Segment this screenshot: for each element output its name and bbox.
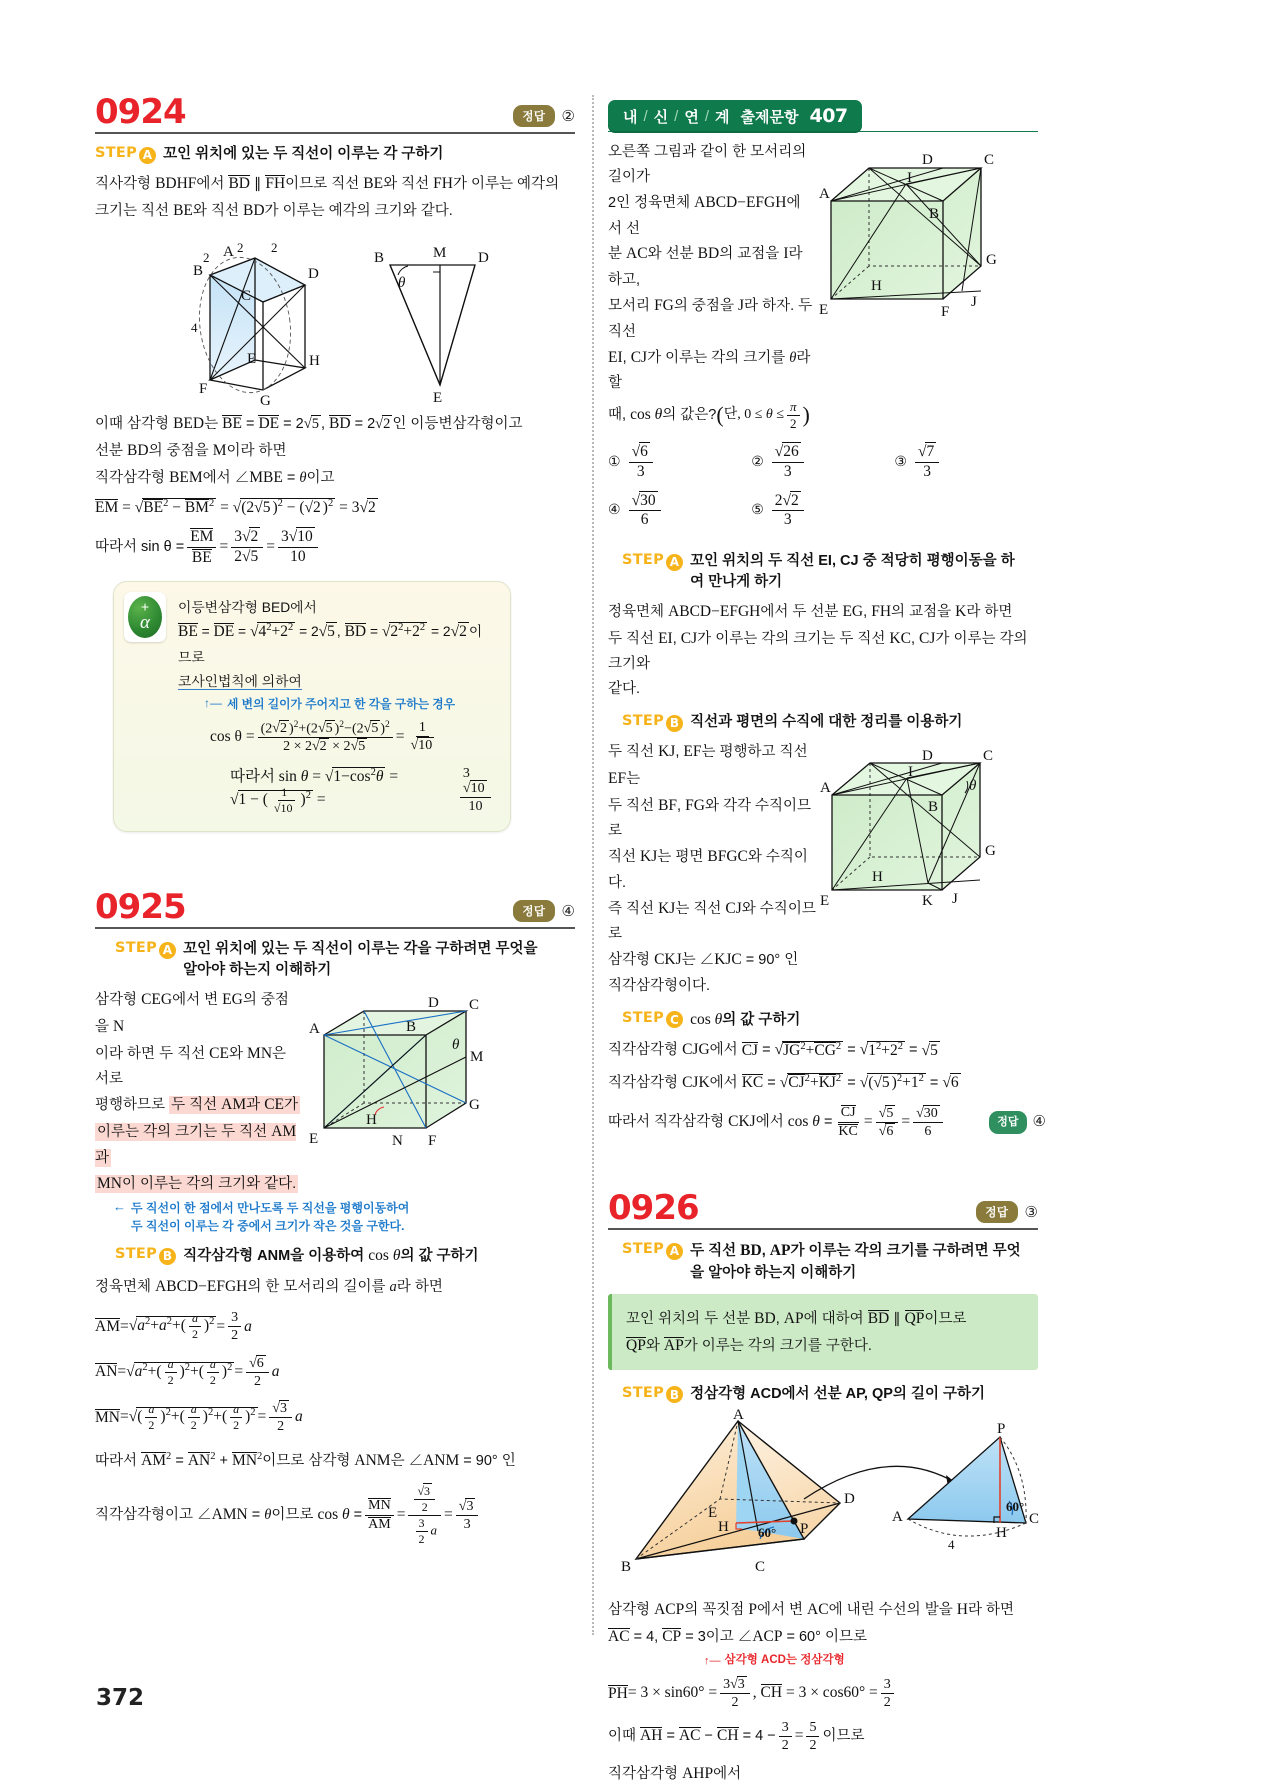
fig-label-B: B bbox=[929, 206, 940, 222]
fig-dim-4: 4 bbox=[191, 320, 198, 336]
problem-number: 0926 bbox=[608, 1188, 699, 1229]
fig2-label-A: A bbox=[892, 1508, 903, 1525]
body-line: 모서리 FG의 중점을 J라 하자. 두 직선 bbox=[608, 297, 813, 340]
step-letter: B bbox=[159, 1248, 176, 1265]
naesin-stepc-body bbox=[608, 1037, 1046, 1139]
body-line: 이때 삼각형 BED는 BE = DE = 2√5 , BD = 2√2 인 이등변삼각형이고 bbox=[95, 415, 523, 433]
plus-alpha-icon bbox=[124, 592, 166, 642]
fig-dim-2c: 2 bbox=[271, 240, 278, 256]
choice-den: 3 bbox=[636, 462, 645, 480]
alpha-badge bbox=[128, 596, 162, 638]
step-label: STEP A bbox=[622, 551, 683, 571]
fig-label-G: G bbox=[985, 843, 996, 860]
formula-an: AN = $√a^2+$( $\frac{a}{2}$ )$^2$+( $\frac{a}{2}$ )$^2$ = $\frac{√6}{2}$ a bbox=[95, 1355, 280, 1389]
step-a-0926 bbox=[608, 1240, 1038, 1283]
header-rule bbox=[608, 1228, 1038, 1230]
formula-ph: PH = 3 × sin60° = $\frac{3√3}{2}$ , CH = 3 × cos60° = $\frac{3}{2}$ bbox=[608, 1677, 1038, 1710]
formula-mn: MN = √( $\frac{a}{2}$ )$^2$+( $\frac{a}{2}$ )$^2$+( $\frac{a}{2}$ )$^2$ = $\frac{√3}{2}$ a bbox=[95, 1400, 303, 1434]
step-c-naesin bbox=[608, 1009, 1038, 1031]
step-title: 꼬인 위치의 두 직선 EI, CJ 중 적당히 평행이동을 하여 만나게 하기 bbox=[690, 553, 1015, 591]
body-line: 직각삼각형 CJK에서 KC = $√CJ^2+KJ^2 = √(√5$ )$^2+1^2 = √6$ bbox=[608, 1073, 959, 1092]
fig-label-A: A bbox=[223, 244, 234, 261]
problem-body-0926 bbox=[608, 1597, 1038, 1788]
answer-value: ③ bbox=[1024, 1204, 1038, 1222]
answer-badge bbox=[513, 900, 575, 922]
cos-prefix: cos θ = bbox=[210, 727, 255, 745]
step-label: STEP A bbox=[95, 144, 156, 164]
body-line: AC = 4, CP = 3이고 ∠ACP = 60° 이므로 bbox=[608, 1627, 867, 1645]
body-with-figure-0925 bbox=[95, 987, 575, 1197]
body-line: MN이 이루는 각의 크기와 같다. bbox=[97, 1174, 297, 1192]
step-letter: A bbox=[159, 942, 176, 959]
naesin-body bbox=[608, 140, 1038, 434]
choice-den: 3 bbox=[783, 462, 792, 480]
body-line: EI, CJ가 이루는 각의 크기를 θ라 할 bbox=[608, 348, 811, 392]
red-note-text: 삼각형 ACD는 정삼각형 bbox=[724, 1654, 845, 1667]
answer-pill-label: 정답 bbox=[513, 105, 554, 127]
fig2-dim-4: 4 bbox=[948, 1536, 955, 1552]
step-label: STEP A bbox=[115, 939, 176, 959]
body-line: 오른쪽 그림과 같이 한 모서리의 길이가 bbox=[608, 144, 807, 185]
note-line: 두 직선이 이루는 각 중에서 크기가 작은 것을 구한다. bbox=[131, 1219, 405, 1234]
callout-arrow-icon: ↑— bbox=[204, 696, 222, 711]
body-line: 선분 BD의 중점을 M이라 하면 bbox=[95, 441, 287, 459]
fig-label-F: F bbox=[199, 381, 208, 398]
red-note-0926 bbox=[704, 1651, 1038, 1671]
green-line-1: 꼬인 위치의 두 선분 BD, AP에 대하여 BD ∥ QP이므로 bbox=[626, 1309, 967, 1327]
formula-em: EM = $√BE^2 - BM^2 = √(2√5$ )$^2$ − (√2 )$^2$ = 3√2 bbox=[95, 498, 376, 517]
banner-code: 407 bbox=[809, 105, 848, 127]
fig-label-D: D bbox=[922, 748, 933, 765]
answer-choices bbox=[608, 444, 1038, 541]
callout-text: 세 변의 길이가 주어지고 한 각을 구하는 경우 bbox=[227, 696, 456, 711]
step-label: STEP B bbox=[622, 712, 683, 732]
choice-number: ① bbox=[608, 454, 621, 470]
body-line: 정육면체 ABCD−EFGH에서 두 선분 EG, FH의 교점을 K라 하면 bbox=[608, 603, 1013, 621]
fig-label-B2: B bbox=[374, 250, 385, 267]
choice-den: 6 bbox=[640, 511, 649, 529]
fig2-label-H: H bbox=[996, 1524, 1007, 1541]
conclusion-line-1: 따라서 $AM^2 = AN^2 + MN^2$이므로 삼각형 ANM은 ∠ANM = 90° 인 bbox=[95, 1450, 516, 1470]
body-line: 정육면체 ABCD−EFGH의 한 모서리의 길이를 a라 하면 bbox=[95, 1277, 443, 1295]
step-a-0925 bbox=[95, 939, 575, 981]
blue-note-0925 bbox=[113, 1199, 575, 1235]
fig2-label-C: C bbox=[1029, 1510, 1040, 1527]
fig-label-G: G bbox=[260, 393, 271, 410]
fig-label-theta: θ bbox=[398, 275, 406, 292]
step-label: STEP B bbox=[622, 1384, 683, 1404]
body-line-last: 직각삼각형 AHP에서 bbox=[608, 1765, 742, 1783]
step-label: STEP B bbox=[115, 1245, 176, 1265]
alpha-symbol: α bbox=[140, 611, 150, 633]
body-line: 평행하므로 두 직선 AM과 CE가 bbox=[95, 1096, 299, 1114]
body-line: 두 직선 BF, FG와 각각 수직이므로 bbox=[608, 796, 812, 840]
choice-3[interactable]: ③ $\frac{√7}{3}$ bbox=[894, 444, 1037, 480]
fig-label-D: D bbox=[922, 152, 933, 168]
fig-dim-2b: 2 bbox=[237, 240, 244, 256]
fig-label-P: P bbox=[800, 1520, 809, 1537]
alpha-cos-formula: cos θ = $\frac{(2√2 )^2+(2√5 )^2-(2√5 )^2}{2 \times 2√2 \times 2√5}$ = $\frac{1}{√10}$ bbox=[210, 719, 433, 755]
body-line: 직각삼각형 BEM에서 ∠MBE = θ이고 bbox=[95, 468, 335, 486]
fig-label-K: K bbox=[922, 893, 933, 910]
formula-am: AM = $√a^2+a^2+$( $\frac{a}{2}$ )$^2$ = $\frac{3}{2}$ a bbox=[95, 1310, 252, 1344]
fig-label-C: C bbox=[469, 997, 480, 1014]
step-a-0924 bbox=[95, 144, 575, 165]
problem-number: 0924 bbox=[95, 92, 186, 132]
choice-den: 3 bbox=[783, 511, 792, 529]
banner-slash: / bbox=[643, 107, 648, 125]
step-letter: B bbox=[666, 1386, 683, 1403]
banner-slash: / bbox=[674, 107, 679, 125]
fig-label-theta: θ bbox=[452, 1037, 460, 1054]
body-line: 이루는 각의 크기는 두 직선 AM과 bbox=[95, 1122, 297, 1166]
alpha-line-2: BE = DE = $√4^2+2^2 = 2√5$ , BD = $√2^2+2^2 = 2√2$ 이므로 bbox=[178, 622, 483, 666]
formula-sin-prefix: 따라서 sin θ = bbox=[95, 538, 185, 555]
cosine-law-text: 코사인법칙에 의하여 bbox=[178, 673, 302, 689]
left-column bbox=[95, 92, 575, 1546]
answer-pill-label: 정답 bbox=[976, 1201, 1017, 1223]
fig-label-F: F bbox=[941, 304, 950, 320]
fig2-angle-60: 60° bbox=[1006, 1498, 1025, 1514]
step-a-naesin bbox=[608, 551, 1038, 593]
fig-label-H: H bbox=[872, 869, 883, 886]
fig-label-H: H bbox=[718, 1518, 729, 1535]
body-line: 크기는 직선 BE와 직선 BD가 이루는 예각의 크기와 같다. bbox=[95, 201, 453, 219]
body-line: 직각삼각형 CJG에서 CJ = $√JG^2+CG^2 = √1^2+2^2 = √5$ bbox=[608, 1040, 938, 1059]
problem-header-0925 bbox=[95, 887, 575, 929]
problem-header-0924 bbox=[95, 92, 575, 134]
header-rule bbox=[95, 132, 575, 134]
fig-label-C: C bbox=[983, 748, 994, 765]
conclusion-line-2: 직각삼각형이고 ∠AMN = θ이므로 cos θ = $\frac{MN}{AM}$ = $\frac{√3}{2}$ $\frac{3}{2}$ a = $\frac{√3}{3}$ bbox=[95, 1485, 575, 1546]
banner-part-0: 내 bbox=[623, 108, 638, 126]
fig-label-theta: θ bbox=[969, 778, 977, 795]
after-figure-0924 bbox=[95, 411, 575, 566]
naesin-answer-pill: 정답 bbox=[989, 1111, 1026, 1134]
choice-2[interactable]: ② $\frac{√26}{3}$ bbox=[751, 444, 894, 480]
plus-alpha-box bbox=[113, 581, 511, 833]
body-line: 직각삼각형이다. bbox=[608, 978, 711, 994]
fig-label-H: H bbox=[309, 353, 320, 370]
problem-body-0924 bbox=[95, 171, 575, 224]
body-line: 분 AC와 선분 BD의 교점을 I라 하고, bbox=[608, 245, 803, 289]
fig-label-H: H bbox=[871, 278, 882, 294]
figure-0924 bbox=[95, 230, 575, 410]
figure-naesin-cube bbox=[821, 146, 1021, 428]
step-title: 꼬인 위치에 있는 두 직선이 이루는 각 구하기 bbox=[163, 146, 444, 162]
step-title: 정삼각형 ACD에서 선분 AP, QP의 길이 구하기 bbox=[690, 1385, 986, 1402]
page-number: 372 bbox=[96, 1685, 145, 1711]
fig-label-C: C bbox=[241, 288, 252, 305]
step-title: 직선과 평면의 수직에 대한 정리를 이용하기 bbox=[690, 714, 963, 731]
fig2-label-P: P bbox=[997, 1420, 1006, 1437]
figure-naesin-cube2 bbox=[820, 745, 1019, 993]
step-letter: A bbox=[666, 554, 683, 571]
step-label: STEP C bbox=[622, 1009, 683, 1029]
body-line: 같다. bbox=[608, 681, 641, 698]
step-letter: B bbox=[666, 715, 683, 732]
green-highlight-box-0926 bbox=[608, 1294, 1038, 1370]
answer-value: ② bbox=[561, 107, 575, 125]
banner-part-3: 계 bbox=[715, 108, 730, 126]
fig-label-D: D bbox=[308, 266, 319, 283]
naesin-answer-value: ④ bbox=[1032, 1113, 1046, 1131]
step-title: 두 직선 BD, AP가 이루는 각의 크기를 구하려면 무엇을 알아야 하는지 이해하기 bbox=[690, 1242, 1021, 1281]
choice-number: ⑤ bbox=[751, 503, 764, 519]
fig-label-B: B bbox=[928, 799, 939, 816]
naesin-stepa-body bbox=[608, 599, 1038, 702]
body-line: 직사각형 BDHF에서 BD ∥ FH이므로 직선 BE와 직선 FH가 이루는 예각의 bbox=[95, 175, 560, 193]
body-line: 때, cos θ의 값은? ( 단, 0 ≤ θ ≤ $\frac{\pi}{2}$ ) bbox=[608, 398, 810, 431]
left-arrow-icon: ← bbox=[113, 1199, 126, 1215]
fig-label-D: D bbox=[844, 1490, 855, 1507]
naesin-final-line: 따라서 직각삼각형 CKJ에서 cos θ = $\frac{CJ}{KC}$ = $\frac{√5}{√6}$ = $\frac{√30}{6}$ 정답 ④ bbox=[608, 1105, 1046, 1139]
banner-part-1: 신 bbox=[653, 108, 669, 126]
alpha-line-3 bbox=[178, 670, 494, 694]
fig-label-A: A bbox=[733, 1406, 744, 1423]
banner-slash: / bbox=[704, 107, 710, 125]
step-title: 꼬인 위치에 있는 두 직선이 이루는 각을 구하려면 무엇을 알아야 하는지 이해하기 bbox=[183, 941, 538, 979]
naesin-section bbox=[608, 100, 1038, 132]
blue-note-text bbox=[131, 1199, 409, 1235]
fig-label-C: C bbox=[984, 152, 995, 168]
naesin-stepb-body bbox=[608, 739, 1038, 999]
body-line: 두 직선 KJ, EF는 평행하고 직선 EF는 bbox=[608, 743, 808, 787]
fig-label-B: B bbox=[193, 263, 204, 280]
fig-label-E: E bbox=[819, 302, 829, 318]
fig-label-E: E bbox=[247, 351, 257, 368]
step-letter: A bbox=[139, 147, 156, 164]
fig-label-N: N bbox=[392, 1133, 403, 1150]
choice-den: 3 bbox=[923, 462, 931, 480]
choice-number: ③ bbox=[894, 454, 907, 470]
fig-label-H: H bbox=[366, 1112, 377, 1129]
fig-label-D: D bbox=[428, 995, 439, 1012]
body-line: 직선 KJ는 평면 BFGC와 수직이다. bbox=[608, 848, 808, 891]
naesin-problem-text bbox=[608, 140, 813, 434]
fig-label-J: J bbox=[971, 294, 977, 310]
note-line: 두 직선이 한 점에서 만나도록 두 직선을 평행이동하여 bbox=[131, 1201, 410, 1216]
fig-label-B: B bbox=[621, 1558, 632, 1575]
fig-label-C: C bbox=[755, 1558, 766, 1575]
fig-label-E: E bbox=[820, 893, 830, 910]
green-line-2: QP와 AP가 이루는 각의 크기를 구한다. bbox=[626, 1336, 872, 1354]
fig-label-J: J bbox=[952, 891, 958, 908]
step-title: 직각삼각형 ANM을 이용하여 cos θ의 값 구하기 bbox=[183, 1247, 479, 1265]
column-divider bbox=[592, 95, 594, 1635]
banner-part-2: 연 bbox=[684, 108, 699, 126]
fig-label-B: B bbox=[406, 1019, 417, 1036]
answer-pill-label: 정답 bbox=[513, 900, 554, 922]
fig-label-I: I bbox=[908, 764, 913, 781]
fig-label-E: E bbox=[309, 1131, 319, 1148]
problem-number: 0925 bbox=[95, 887, 186, 928]
naesin-banner bbox=[608, 100, 862, 133]
fig-label-G: G bbox=[986, 252, 997, 268]
answer-badge bbox=[976, 1201, 1038, 1223]
fig-label-D2: D bbox=[478, 250, 489, 267]
alpha-callout bbox=[204, 695, 494, 712]
choice-number: ② bbox=[751, 454, 764, 470]
fig-label-A: A bbox=[819, 186, 830, 202]
choice-4[interactable]: ④ $\frac{√30}{6}$ bbox=[608, 493, 751, 529]
choice-number: ④ bbox=[608, 503, 621, 519]
body-line: 이라 하면 두 직선 CE와 MN은 서로 bbox=[95, 1044, 287, 1088]
fig-label-A: A bbox=[309, 1021, 320, 1038]
formula-ah: 이때 AH = AC − CH = 4 − $\frac{3}{2}$ = $\frac{5}{2}$ 이므로 bbox=[608, 1720, 865, 1754]
figure-0925 bbox=[306, 993, 536, 1158]
body-line: 삼각형 CEG에서 변 EG의 중점을 N bbox=[95, 991, 289, 1036]
plus-symbol: + bbox=[140, 600, 150, 617]
answer-value: ④ bbox=[561, 903, 575, 921]
right-column bbox=[608, 100, 1046, 1788]
body-line: 삼각형 CKJ는 ∠KJC = 90° 인 bbox=[608, 951, 799, 969]
step-b-0925 bbox=[95, 1245, 575, 1267]
figure-0926 bbox=[608, 1406, 1040, 1591]
step-label: STEP A bbox=[622, 1240, 683, 1260]
step-b-0926 bbox=[608, 1384, 1038, 1405]
choice-5[interactable]: ⑤ $\frac{2√2}{3}$ bbox=[751, 493, 894, 529]
formula-sin: 따라서 sin θ = $\frac{EM}{BE}$ = $\frac{3√2}{2√5}$ = $\frac{3√10}{10}$ bbox=[95, 528, 575, 566]
body-line: 즉 직선 KJ는 직선 CJ와 수직이므로 bbox=[608, 899, 816, 943]
fig-label-F: F bbox=[428, 1133, 437, 1150]
header-rule bbox=[95, 927, 575, 929]
step-b-naesin bbox=[608, 712, 1038, 733]
problem-body2-0925 bbox=[95, 1274, 575, 1546]
fig-label-E2: E bbox=[433, 390, 443, 407]
choice-1[interactable]: ① $\frac{√6}{3}$ bbox=[608, 444, 751, 480]
problem-header-0926 bbox=[608, 1188, 1038, 1230]
step-letter: C bbox=[666, 1011, 683, 1028]
up-arrow-icon: ↑— bbox=[704, 1654, 721, 1667]
fig-label-E: E bbox=[708, 1504, 718, 1521]
fig-label-M: M bbox=[433, 245, 447, 262]
problem-body-0925 bbox=[95, 987, 300, 1197]
fig-label-G: G bbox=[469, 1097, 480, 1114]
answer-badge bbox=[513, 105, 575, 127]
body-line: 두 직선 EI, CJ가 이루는 각의 크기는 두 직선 KC, CJ가 이루는 각의 크기와 bbox=[608, 629, 1028, 673]
fig-angle-60: 60° bbox=[758, 1524, 777, 1540]
alpha-sin-formula: 따라서 $\sin \theta = √1-\cos^2\theta = √1$ − ( $\frac{1}{√10}$ )$^2$ = $\frac{3√10}{10}$ bbox=[230, 764, 494, 815]
fig-label-M: M bbox=[470, 1049, 484, 1066]
step-letter: A bbox=[666, 1243, 683, 1260]
step-title: cos θ의 값 구하기 bbox=[690, 1010, 801, 1028]
body-line: 삼각형 ACP의 꼭짓점 P에서 변 AC에 내린 수선의 발을 H라 하면 bbox=[608, 1600, 1014, 1618]
body-line: 2인 정육면체 ABCD−EFGH에서 선 bbox=[608, 193, 801, 237]
fig-dim-2a: 2 bbox=[203, 250, 210, 266]
fig-label-I: I bbox=[907, 170, 912, 186]
alpha-line-1: 이등변삼각형 BED에서 bbox=[178, 599, 317, 615]
banner-suffix: 출제문항 bbox=[740, 108, 799, 126]
fig-label-A: A bbox=[820, 780, 831, 797]
